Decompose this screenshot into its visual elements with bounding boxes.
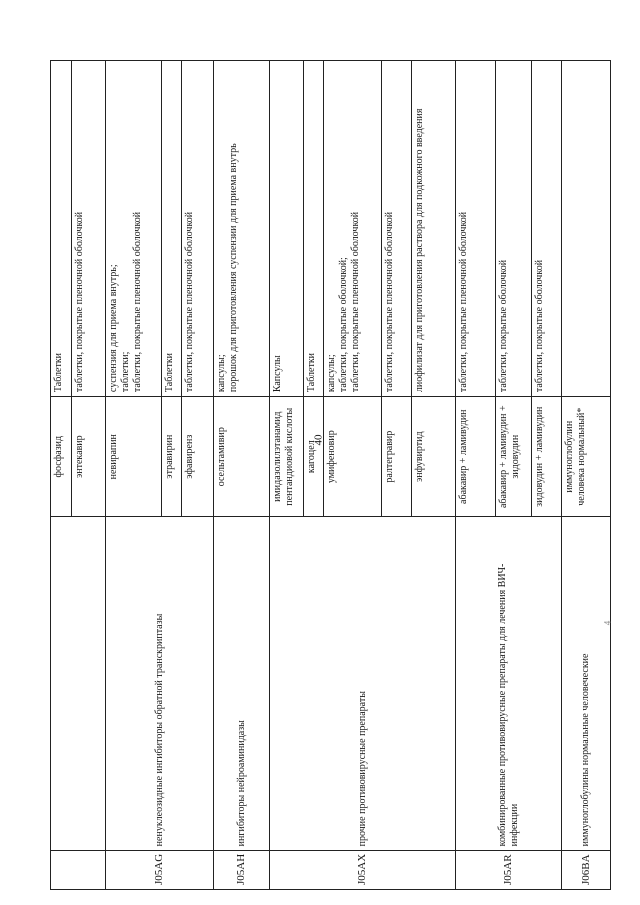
table-row [562,61,611,890]
drug-cell: иммуноглобулин человека нормальный* [562,397,611,517]
form-line: таблетки, покрытые оболочкой [498,259,509,393]
drug-cell: абакавир + ламивудин [456,397,496,517]
form-line: капсулы; [326,354,337,393]
form-line: таблетки, покрытые пленочной оболочкой [184,211,195,393]
group-cell: комбинированные противовирусные препараты для лечения ВИЧ-инфекции [456,517,562,851]
form-cell [456,61,496,397]
form-cell [182,61,214,397]
table-row [51,61,72,890]
form-line: таблетки, покрытые пленочной оболочкой [384,211,395,393]
group-cell: ингибиторы нейроаминидазы [214,517,270,851]
form-cell [324,61,382,397]
group-cell: ненуклеозидные ингибиторы обратной транскриптазы [106,517,214,851]
atc-code-cell: J06BA [562,851,611,890]
drug-cell: зидовудин + ламивудин [532,397,562,517]
form-cell [106,61,162,397]
form-line: Таблетки [306,352,317,393]
form-line: таблетки; [119,351,131,393]
form-line: лиофилизат для приготовления раствора для подкожного введения [414,108,425,393]
form-cell [214,61,270,397]
form-cell [496,61,532,397]
form-cell [72,61,106,397]
group-cell [51,517,106,851]
drug-cell: абакавир + ламивудин + зидовудин [496,397,532,517]
group-cell: прочие противовирусные препараты [270,517,456,851]
form-cell [304,61,324,397]
drug-cell: фосфазид [51,397,72,517]
form-line: суспензия для приема внутрь; [108,264,119,393]
form-line: таблетки, покрытые пленочной оболочкой [131,211,143,393]
form-line: таблетки, покрытые оболочкой; [337,257,349,393]
form-line: порошок для приготовления суспензии для приема внутрь [227,143,239,393]
table-row [270,61,304,890]
atc-code-cell: J05AR [456,851,562,890]
form-line: Капсулы [272,355,283,393]
drug-cell: имидазолилэтанамид пентандиовой кислоты [270,397,304,517]
rotated-table-wrapper [50,60,613,890]
form-cell [51,61,72,397]
drug-cell: эфавиренз [182,397,214,517]
form-cell [412,61,456,397]
form-cell [270,61,304,397]
drug-cell: энтекавир [72,397,106,517]
form-line: Таблетки [53,352,64,393]
form-line: таблетки, покрытые пленочной оболочкой [349,211,361,393]
form-line: таблетки, покрытые пленочной оболочкой [74,211,85,393]
drug-cell: осельтамивир [214,397,270,517]
atc-code-cell: J05AX [270,851,456,890]
drug-cell: этравирин [162,397,182,517]
atc-code-cell: J05AG [106,851,214,890]
table-row [214,61,270,890]
page-number: 40 [312,434,325,446]
form-cell [382,61,412,397]
drug-table [50,60,611,890]
stray-mark: 4 [602,620,613,626]
table-row [456,61,496,890]
form-cell [562,61,611,397]
drug-cell: энфувиртид [412,397,456,517]
drug-cell: кагоцел [304,397,324,517]
drug-cell: невирапин [106,397,162,517]
drug-cell: ралтегравир [382,397,412,517]
form-line: капсулы; [216,354,227,393]
form-line: таблетки, покрытые пленочной оболочкой [458,211,469,393]
form-line: Таблетки [164,352,175,393]
form-cell [162,61,182,397]
drug-cell: умифеновир [324,397,382,517]
form-cell [532,61,562,397]
form-line: таблетки, покрытые оболочкой [534,259,545,393]
group-cell: иммуноглобулины нормальные человеческие [562,517,611,851]
atc-code-cell: J05AH [214,851,270,890]
table-row [106,61,162,890]
atc-code-cell [51,851,106,890]
